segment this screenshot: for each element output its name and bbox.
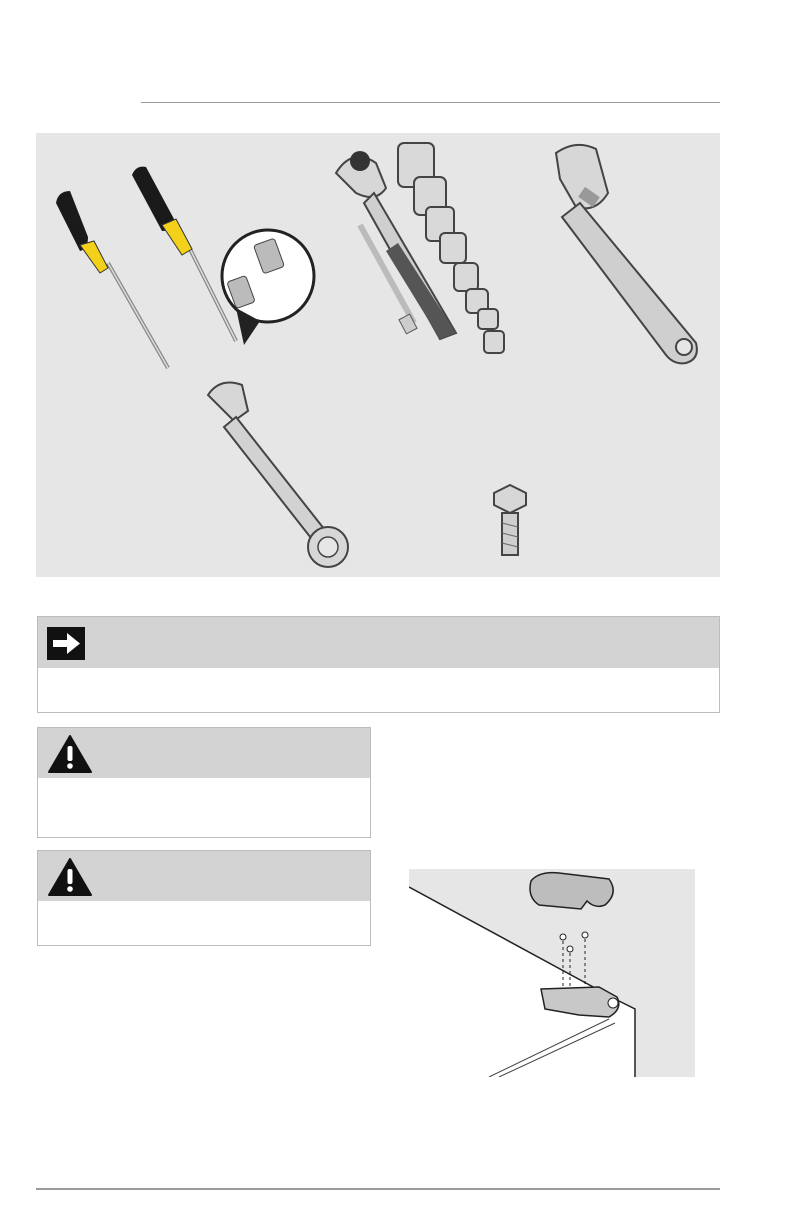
note-box (37, 616, 720, 713)
note-header (38, 617, 719, 668)
header-rule (141, 102, 720, 103)
arrow-right-icon (47, 627, 85, 660)
warning-box (37, 850, 371, 946)
hex-bolt-icon (494, 485, 526, 555)
hinge-illustration (409, 869, 695, 1077)
cabinet-top-icon (409, 887, 635, 1077)
combination-wrench-icon (208, 383, 348, 567)
torx-bits-icon (222, 230, 314, 345)
screwdriver-flathead-icon (56, 191, 168, 368)
warning-box (37, 727, 371, 838)
warning-header (38, 851, 370, 901)
adjustable-wrench-icon (556, 145, 697, 363)
hinge-cover-icon (530, 873, 613, 909)
warning-header (38, 728, 370, 778)
footer-rule (36, 1188, 720, 1190)
warning-exclamation-icon (47, 857, 93, 897)
warning-exclamation-icon (47, 734, 93, 774)
tools-illustration (36, 133, 720, 577)
screwdriver-phillips-icon (132, 167, 236, 341)
